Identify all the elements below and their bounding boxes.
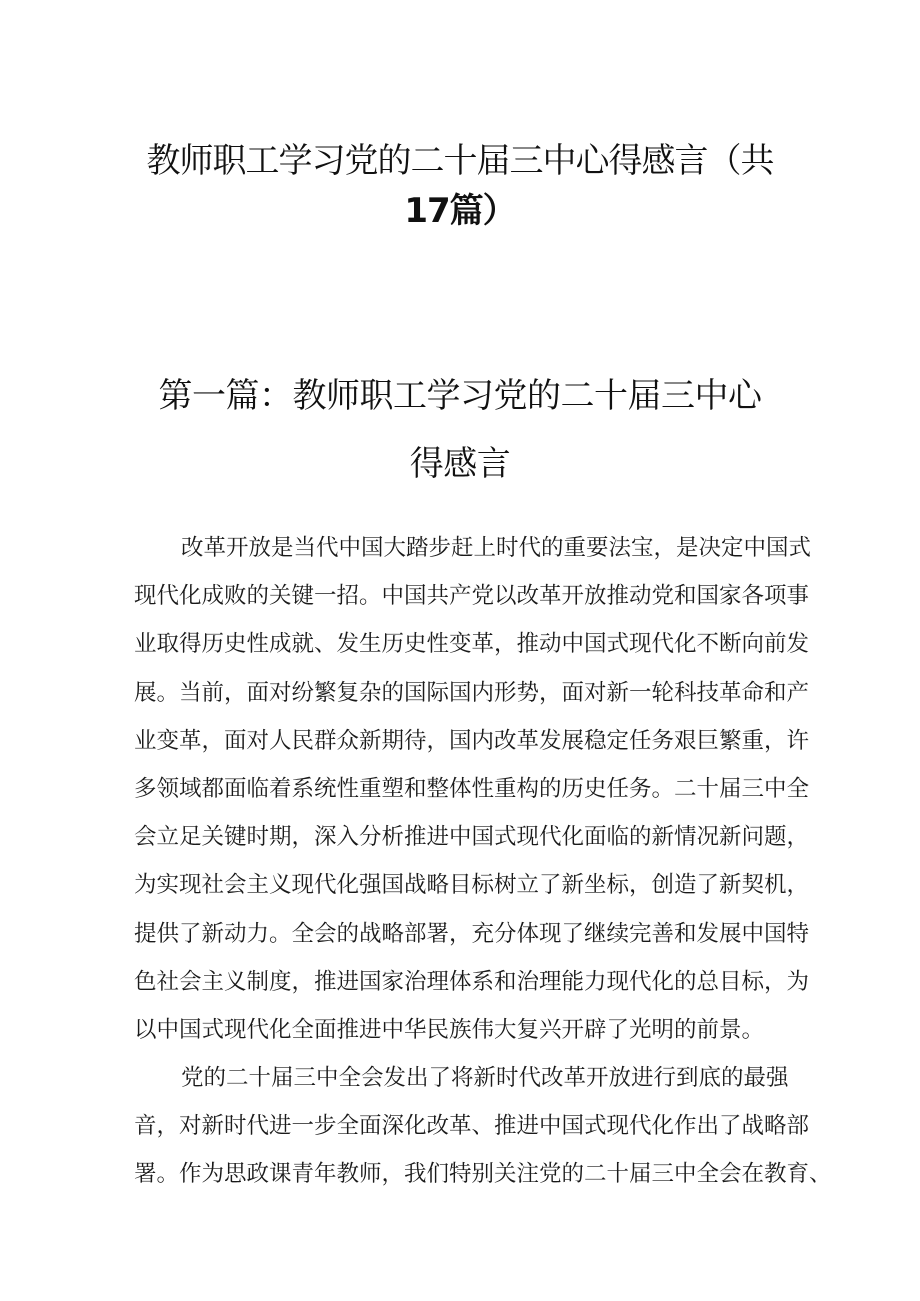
- text-line: 党的二十届三中全会发出了将新时代改革开放进行到底的最强: [181, 1065, 789, 1092]
- paragraph: [134, 524, 814, 1054]
- text-line: 现代化成败的关键一招。中国共产党以改革开放推动党和国家各项事: [134, 583, 810, 610]
- text-line: 色社会主义制度，推进国家治理体系和治理能力现代化的总目标，为: [134, 968, 810, 995]
- text-line: 会立足关键时期，深入分析推进中国式现代化面临的新情况新问题，: [134, 824, 810, 851]
- section-heading-line: 第一篇：教师职工学习党的二十届三中心: [158, 376, 762, 416]
- text-line: 改革开放是当代中国大踏步赶上时代的重要法宝，是决定中国式: [181, 535, 812, 561]
- text-line: 展。当前，面对纷繁复杂的国际国内形势，面对新一轮科技革命和产: [134, 679, 810, 706]
- text-line: 多领域都面临着系统性重塑和整体性重构的历史任务。二十届三中全: [134, 775, 810, 802]
- section-heading-line: 得感言: [409, 444, 511, 484]
- document-title-line: 17篇）: [404, 191, 516, 231]
- text-line: 业取得历史性成就、发生历史性变革，推动中国式现代化不断向前发: [134, 631, 810, 658]
- text-line: 提供了新动力。全会的战略部署，充分体现了继续完善和发展中国特: [134, 920, 810, 947]
- section-heading: [120, 362, 800, 498]
- paragraph: [134, 1054, 832, 1199]
- document-title-line: 教师职工学习党的二十届三中心得感言（共: [146, 141, 774, 181]
- body-text: [134, 524, 832, 1199]
- text-line: 业变革，面对人民群众新期待，国内改革发展稳定任务艰巨繁重，许: [134, 727, 810, 754]
- text-line: 音，对新时代进一步全面深化改革、推进中国式现代化作出了战略部: [134, 1113, 810, 1140]
- text-line: 署。作为思政课青年教师，我们特别关注党的二十届三中全会在教育、: [134, 1161, 832, 1188]
- document-title: [120, 136, 800, 236]
- text-line: 为实现社会主义现代化强国战略目标树立了新坐标，创造了新契机，: [134, 872, 810, 899]
- text-line: 以中国式现代化全面推进中华民族伟大复兴开辟了光明的前景。: [134, 1016, 765, 1043]
